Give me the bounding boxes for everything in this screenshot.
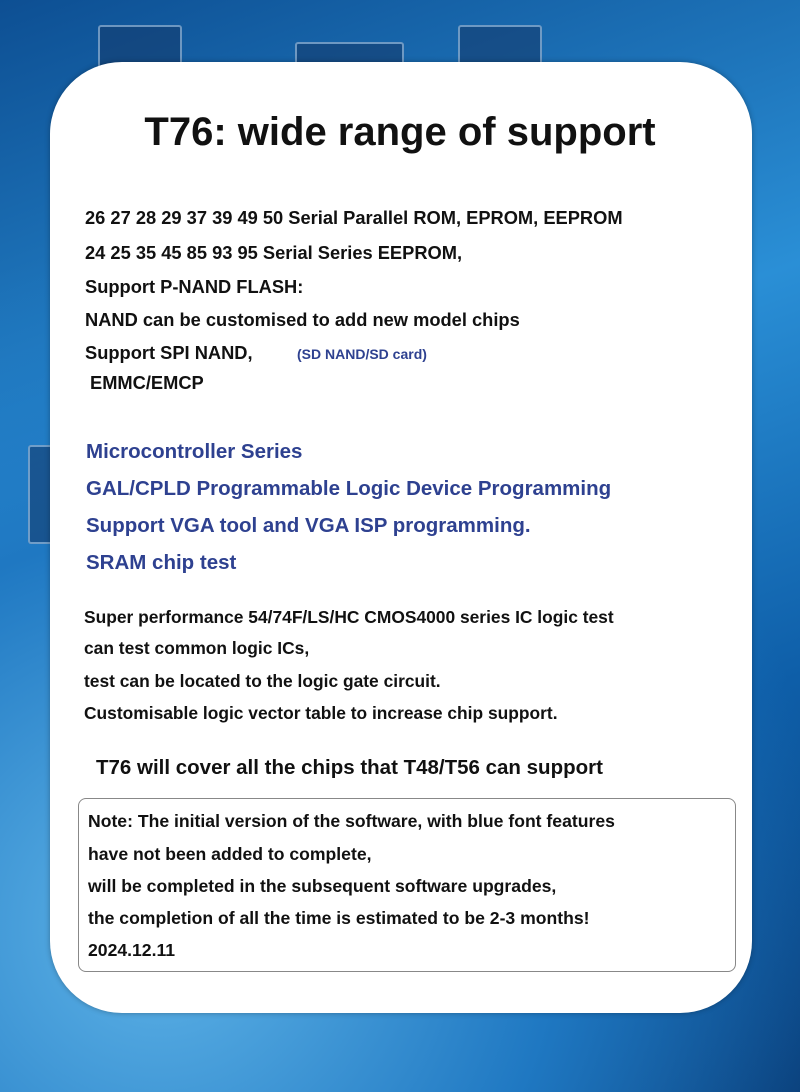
memory-line: NAND can be customised to add new model chips (85, 309, 520, 330)
blue-feature: Microcontroller Series (86, 440, 303, 463)
note-line: will be completed in the subsequent software upgrades, (88, 876, 557, 896)
note-line: Note: The initial version of the software, with blue font features (88, 811, 615, 831)
coverage-statement: T76 will cover all the chips that T48/T56 can support (96, 756, 603, 779)
memory-line: Support P-NAND FLASH: (85, 276, 304, 297)
note-date: 2024.12.11 (88, 940, 176, 960)
memory-line: 24 25 35 45 85 93 95 Serial Series EEPROM, (85, 242, 463, 263)
memory-line: 26 27 28 29 37 39 49 50 Serial Parallel ROM, EPROM, EEPROM (85, 207, 623, 228)
logic-line: Super performance 54/74F/LS/HC CMOS4000 series IC logic test (84, 607, 614, 627)
emmc-line: EMMC/EMCP (90, 372, 204, 393)
blue-feature: SRAM chip test (86, 551, 237, 574)
blue-feature: GAL/CPLD Programmable Logic Device Programming (86, 477, 612, 500)
blue-feature: Support VGA tool and VGA ISP programming. (86, 514, 531, 537)
page-title: T76: wide range of support (144, 110, 656, 154)
note-line: have not been added to complete, (88, 844, 372, 864)
logic-line: Customisable logic vector table to increase chip support. (84, 703, 558, 723)
logic-line: can test common logic ICs, (84, 638, 310, 658)
memory-line: Support SPI NAND, (85, 342, 253, 363)
logic-line: test can be located to the logic gate circuit. (84, 671, 441, 691)
note-line: the completion of all the time is estimated to be 2-3 months! (88, 908, 590, 928)
spi-note: (SD NAND/SD card) (297, 346, 427, 362)
